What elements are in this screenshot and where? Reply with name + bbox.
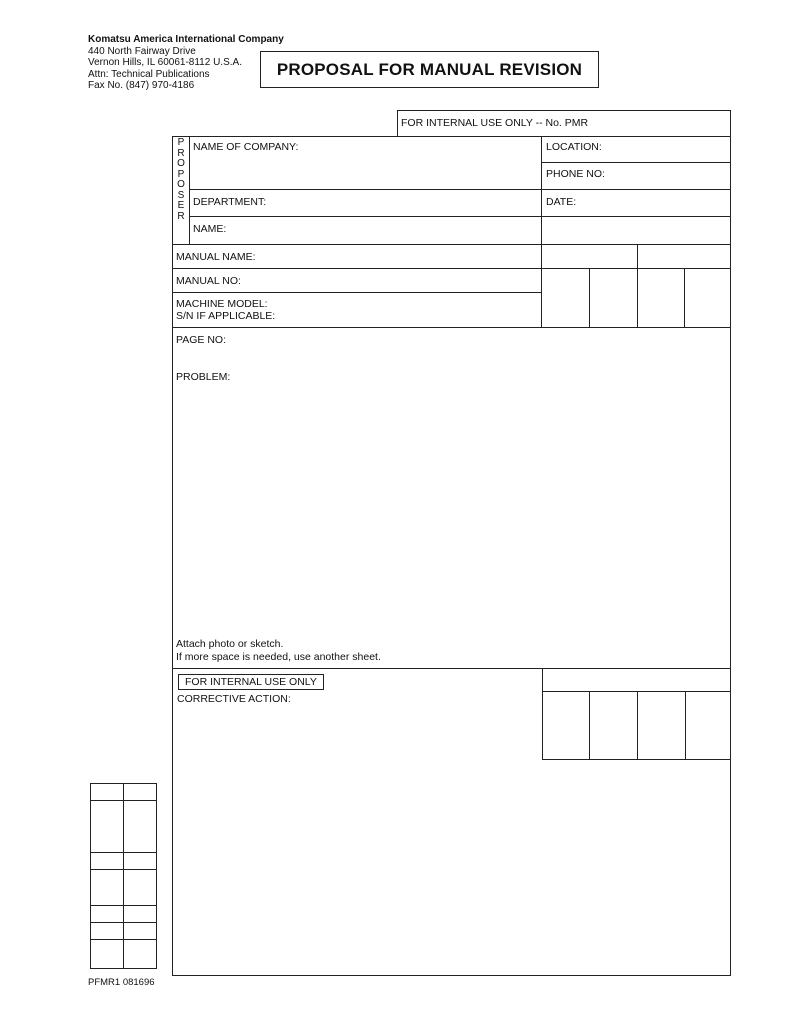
company-department-divider [189,189,731,190]
department-label: DEPARTMENT: [193,196,267,208]
company-label: NAME OF COMPANY: [193,141,299,153]
routing-grid-center [123,783,124,969]
manual-no-label: MANUAL NO: [176,275,241,287]
manual-name-label: MANUAL NAME: [176,251,256,263]
grid-col-2 [637,268,638,327]
form-title: PROPOSAL FOR MANUAL REVISION [260,51,599,88]
machine-model-label: MACHINE MODEL: [176,298,268,310]
ca-grid-bottom [542,759,731,760]
frame-left [172,136,173,975]
corrective-action-label: CORRECTIVE ACTION: [177,693,291,705]
pmr-box-left [397,110,398,136]
proposer-divider [189,136,190,244]
internal-use-box: FOR INTERNAL USE ONLY [178,674,324,690]
proposer-letter: S [177,189,185,201]
ca-grid-col-2 [637,691,638,760]
attn-line: Attn: Technical Publications [88,68,210,80]
page-no-label: PAGE NO: [176,334,226,346]
proposer-letter: R [177,147,185,159]
proposer-letter: P [177,168,185,180]
right-column-divider [541,136,542,327]
manual-no-divider [172,292,542,293]
phone-label: PHONE NO: [546,168,605,180]
proposer-vertical-label [176,138,186,222]
proposer-bottom-divider [172,244,731,245]
proposer-letter: R [177,210,185,222]
proposer-letter: O [177,179,185,190]
sn-label: S/N IF APPLICABLE: [176,310,276,322]
form-code: PFMR1 081696 [88,977,155,988]
routing-grid-row [90,800,157,801]
department-name-divider [189,216,731,217]
date-label: DATE: [546,196,577,208]
more-space-note: If more space is needed, use another sheet. [176,651,381,663]
address-line-1: 440 North Fairway Drive [88,45,196,57]
grid-col-3 [684,268,685,327]
frame-right [730,110,731,975]
location-label: LOCATION: [546,141,602,153]
routing-grid-row [90,852,157,853]
proposer-letter: O [177,158,185,169]
routing-grid-row [90,939,157,940]
routing-grid-row [90,922,157,923]
ca-grid-col-3 [685,691,686,760]
manual-name-divider [172,268,731,269]
ca-grid-col-1 [589,691,590,760]
proposer-letter: P [177,137,185,148]
fax-line: Fax No. (847) 970-4186 [88,80,195,92]
problem-section-bottom [172,668,731,669]
frame-bottom [172,975,731,976]
frame-top [172,136,731,137]
problem-label: PROBLEM: [176,371,231,383]
location-phone-divider [541,162,731,163]
routing-grid-row [90,869,157,870]
company-name: Komatsu America International Company [88,34,284,45]
grid-col-1 [589,268,590,327]
routing-grid-row [90,905,157,906]
company-address-block [88,34,284,92]
ca-grid-left [542,668,543,760]
manual-section-bottom [172,327,731,328]
manual-name-right-split [637,244,638,268]
pmr-label: FOR INTERNAL USE ONLY -- No. PMR [401,117,589,129]
proposer-letter: E [177,200,185,211]
address-line-2: Vernon Hills, IL 60061-8112 U.S.A. [88,57,242,69]
name-label: NAME: [193,223,227,235]
attach-note: Attach photo or sketch. [176,638,284,650]
pmr-box-top [397,110,731,111]
